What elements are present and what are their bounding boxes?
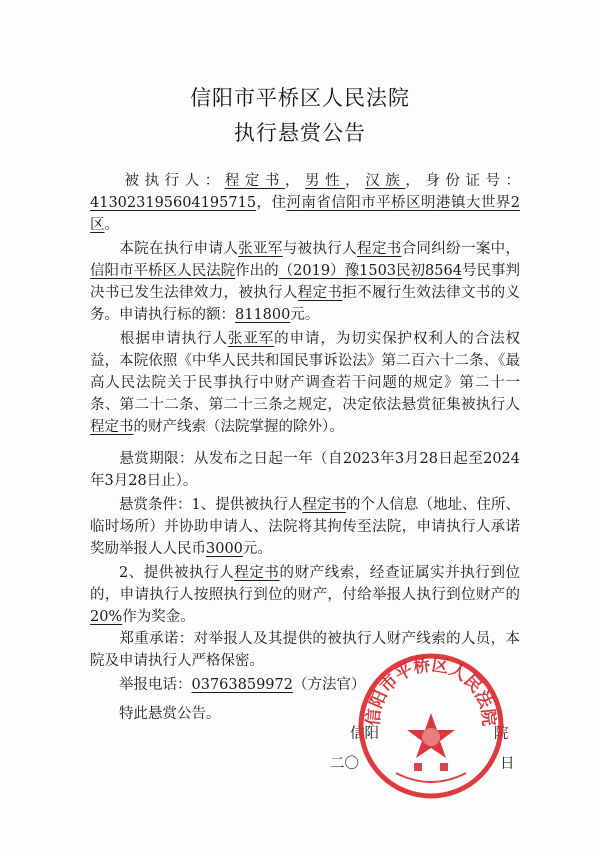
text: 合同纠纷一案中， xyxy=(401,241,521,257)
period: 。 xyxy=(104,217,119,233)
phone-contact: （方法官） xyxy=(292,677,366,693)
id-label: ，身份证号： xyxy=(405,173,521,189)
text: 的个人信息（地址、住所、临时场所）并协助申请人、法院将其拘传至法院，申请执行人承诺奖励举报人人民币 xyxy=(90,497,520,557)
court-title: 信阳市平桥区人民法院 xyxy=(190,86,410,110)
text: 2、提供被执行人 xyxy=(119,565,235,581)
text: 作为奖金。 xyxy=(122,609,195,625)
sep: ， xyxy=(345,173,366,189)
text: 悬赏期限：从发布之日起一年（自2023年3月28日起至2024年3月28日止）。 xyxy=(90,451,520,489)
phone-number: 03763859972 xyxy=(191,677,293,693)
case-number: （2019）豫1503民初8564 xyxy=(278,263,462,279)
respondent-address: 河南省信阳市平桥区明港镇大世界2区 xyxy=(90,195,520,233)
text: 作出的 xyxy=(235,263,279,279)
text: 根据申请执行人 xyxy=(119,331,228,347)
text: 拒不履行生效法律文书的义务。申请执行标的额： xyxy=(90,285,521,323)
respondent-paragraph xyxy=(90,170,520,236)
court-name: 信阳市平桥区人民法院 xyxy=(90,263,236,279)
respondent-name: 程定书 xyxy=(297,285,343,301)
text: 郑重承诺：对举报人及其提供的被执行人财产线索的人员，本院及申请执行人严格保密。 xyxy=(90,631,520,669)
reward-amount: 3000 xyxy=(206,541,243,557)
reward-percentage: 20% xyxy=(90,609,123,625)
respondent-label: 被执行人： xyxy=(119,173,225,189)
applicant-name: 张亚军 xyxy=(227,331,275,347)
respondent-name: 程定书 xyxy=(224,173,285,189)
signature-court-left: 信阳 xyxy=(350,726,379,742)
text: 元。 xyxy=(242,541,272,557)
respondent-gender: 男性 xyxy=(305,173,346,189)
text: 特此悬赏公告。 xyxy=(119,706,221,722)
text: 本院在执行申请人 xyxy=(119,241,239,257)
case-paragraph xyxy=(90,238,520,326)
legal-basis-paragraph xyxy=(90,328,520,438)
respondent-name: 程定书 xyxy=(90,419,134,435)
signature-date-left: 二〇 xyxy=(330,756,359,772)
applicant-name: 张亚军 xyxy=(238,241,283,257)
respondent-name: 程定书 xyxy=(234,565,280,581)
address-prefix: ，住 xyxy=(256,195,287,211)
text: 号民事判决书已发生法律效力，被执行人 xyxy=(90,263,521,301)
signature-date-right: 日 xyxy=(500,756,515,772)
claim-amount: 811800 xyxy=(235,307,291,323)
text: 的财产线索（法院掌握的除外）。 xyxy=(133,419,344,435)
reward-condition-1 xyxy=(90,494,520,560)
text: 元。 xyxy=(290,307,320,323)
reward-period-paragraph xyxy=(90,448,520,492)
text: 悬赏条件：1、提供被执行人 xyxy=(119,497,303,513)
respondent-id-number: 413023195604195715 xyxy=(90,195,257,211)
notice-title: 执行悬赏公告 xyxy=(234,121,366,145)
text: 的财产线索，经查证属实并执行到位的，申请执行人按照执行到位的财产，付给举报人执行到位财产的 xyxy=(90,565,521,603)
phone-label: 举报电话： xyxy=(119,677,192,693)
reward-condition-2 xyxy=(90,562,520,628)
court-seal xyxy=(356,651,506,801)
signature-court-right: 院 xyxy=(494,726,509,742)
sep: ， xyxy=(284,173,306,189)
seal-text: 信阳市平桥区人民法院 xyxy=(363,655,499,727)
text: 与被执行人 xyxy=(282,241,357,257)
respondent-name: 程定书 xyxy=(302,497,346,513)
seal-bottom-fragments xyxy=(396,763,466,782)
respondent-name: 程定书 xyxy=(357,241,402,257)
respondent-ethnicity: 汉族 xyxy=(365,173,406,189)
text: 的申请，为切实保护权利人的合法权益，本院依照《中华人民共和国民事诉讼法》第二百六十二条、《最高人民法院关于民事执行中财产调查若干问题的规定》第二十一条、第二十二条、第二十三条之规定，决定依法悬赏征集被执行人 xyxy=(90,331,521,413)
seal-emblem xyxy=(407,713,455,758)
